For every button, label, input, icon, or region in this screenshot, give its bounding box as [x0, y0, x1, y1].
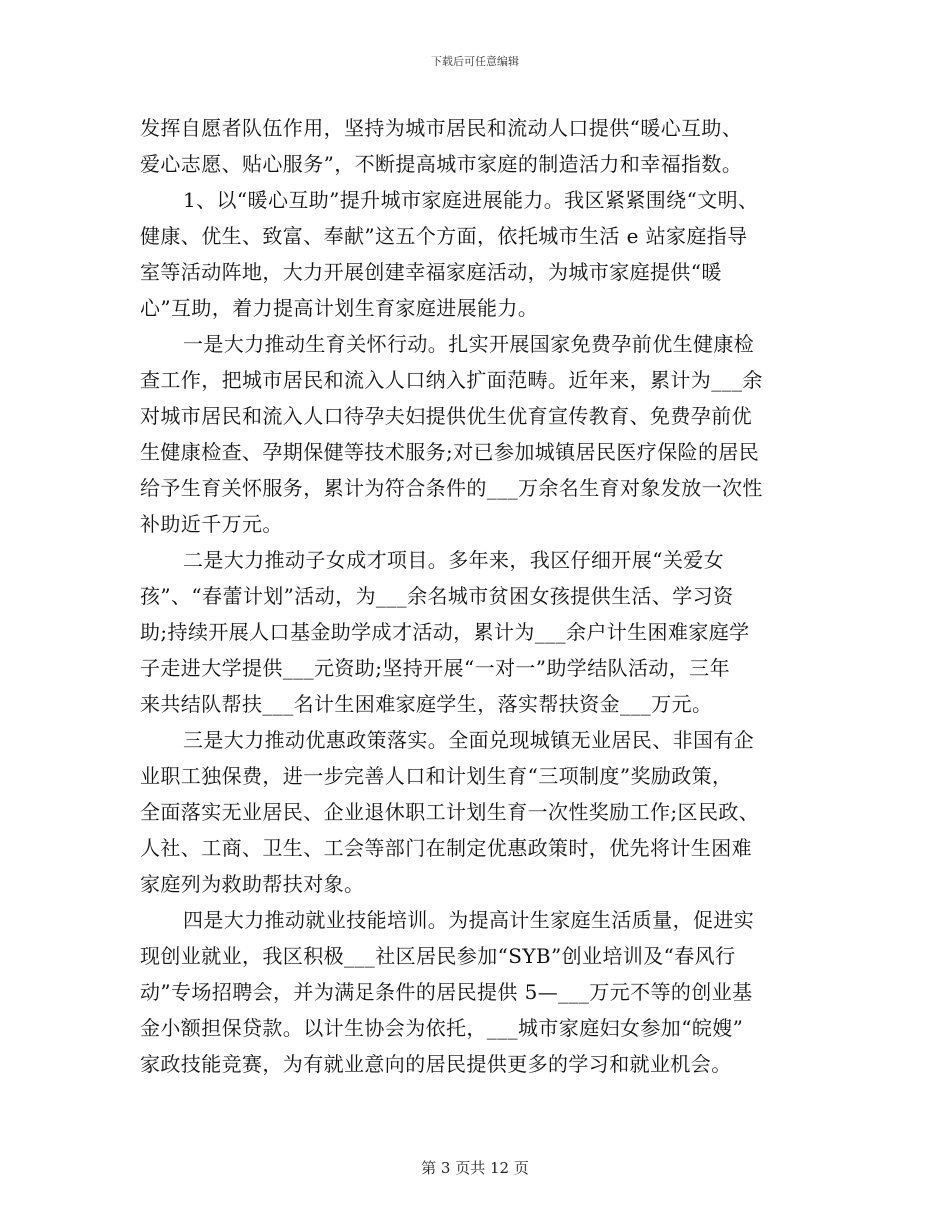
text-line: 人社、工商、卫生、工会等部门在制定优惠政策时，优先将计生困难: [140, 836, 752, 860]
text-line: 金小额担保贷款。以计生协会为依托，___城市家庭妇女参加“皖嫂”: [140, 1016, 744, 1040]
paragraph-start: 一是大力推动生育关怀行动。扎实开展国家免费孕前优生健康检: [183, 332, 755, 356]
paragraph-start: 四是大力推动就业技能培训。为提高计生家庭生活质量，促进实: [183, 908, 755, 932]
text-line: 业职工独保费，进一步完善人口和计划生育“三项制度”奖励政策，: [140, 764, 733, 788]
paragraph-start: 三是大力推动优惠政策落实。全面兑现城镇无业居民、非国有企: [183, 728, 755, 752]
text-line: 发挥自愿者队伍作用，坚持为城市居民和流动人口提供“暖心互助、: [140, 116, 743, 140]
text-line: 来共结队帮扶___名计生困难家庭学生，落实帮扶资金___万元。: [140, 692, 713, 716]
text-line: 动”专场招聘会，并为满足条件的居民提供 5—___万元不等的创业基: [140, 980, 753, 1004]
text-line: 室等活动阵地，大力开展创建幸福家庭活动，为城市家庭提供“暖: [140, 260, 722, 284]
paragraph-start: 1、以“暖心互助”提升城市家庭进展能力。我区紧紧围绕“文明、: [183, 188, 759, 212]
text-line: 查工作，把城市居民和流入人口纳入扩面范畴。近年来，累计为___余: [140, 368, 763, 392]
text-line: 家政技能竞赛，为有就业意向的居民提供更多的学习和就业机会。: [140, 1052, 732, 1076]
text-line: 健康、优生、致富、奉献”这五个方面，依托城市生活 e 站家庭指导: [140, 224, 748, 248]
text-line: 给予生育关怀服务，累计为符合条件的___万余名生育对象发放一次性: [140, 476, 763, 500]
page-number: 第 3 页共 12 页: [421, 1159, 529, 1177]
text-line: 孩”、“春蕾计划”活动，为___余名城市贫困女孩提供生活、学习资: [140, 584, 734, 608]
text-line: 生健康检查、孕期保健等技术服务;对已参加城镇居民医疗保险的居民: [140, 440, 760, 464]
text-line: 补助近千万元。: [140, 512, 283, 536]
paragraph-start: 二是大力推动子女成才项目。多年来，我区仔细开展“关爱女: [183, 548, 725, 572]
text-line: 助;持续开展人口基金助学成才活动，累计为___余户计生困难家庭学: [140, 620, 750, 644]
text-line: 家庭列为救助帮扶对象。: [140, 872, 365, 896]
text-line: 爱心志愿、贴心服务”，不断提高城市家庭的制造活力和幸福指数。: [140, 152, 743, 176]
text-line: 对城市居民和流入人口待孕夫妇提供优生优育宣传教育、免费孕前优: [140, 404, 752, 428]
text-line: 现创业就业，我区积极___社区居民参加“SYB”创业培训及“春风行: [140, 944, 736, 968]
text-line: 子走进大学提供___元资助;坚持开展“一对一”助学结队活动，三年: [140, 656, 730, 680]
text-line: 全面落实无业居民、企业退休职工计划生育一次性奖励工作;区民政、: [140, 800, 760, 824]
page-header: 下载后可任意编辑: [431, 55, 519, 68]
text-line: 心”互助，着力提高计划生育家庭进展能力。: [140, 296, 539, 320]
document-body: [140, 110, 830, 1082]
